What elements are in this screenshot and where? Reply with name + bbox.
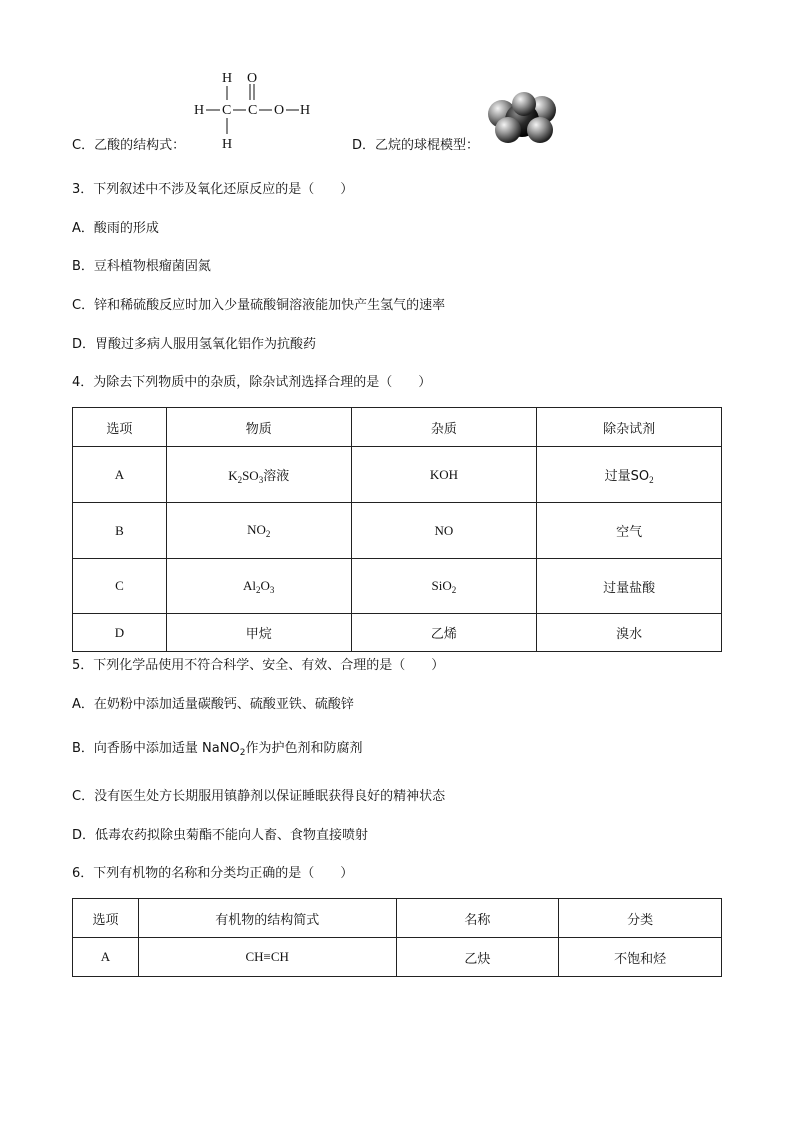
formula-h-top: H bbox=[222, 71, 233, 86]
table-row bbox=[73, 614, 722, 652]
q2-option-c-label: C．乙酸的结构式： bbox=[72, 138, 186, 153]
q4-row-d-impurity: 乙烯 bbox=[351, 614, 537, 652]
q4-table bbox=[72, 407, 722, 652]
q4-row-b-substance: $NO_2$ bbox=[166, 503, 351, 559]
q4-row-c-substance: $Al_2O_3$ bbox=[166, 559, 351, 614]
q4-row-a-reagent: 过量$SO_2$ bbox=[537, 447, 722, 503]
q4-row-a-substance: $K_2SO_3$溶液 bbox=[166, 447, 351, 503]
q6-header-option: 选项 bbox=[73, 899, 139, 938]
q6-row-a-formula: CH≡CH bbox=[138, 938, 396, 977]
q2-option-d-label: D．乙烷的球棍模型： bbox=[352, 138, 480, 153]
table-row bbox=[73, 447, 722, 503]
q3-stem: 3．下列叙述中不涉及氧化还原反应的是（ ） bbox=[72, 182, 354, 197]
q4-row-b-reagent: 空气 bbox=[537, 503, 722, 559]
q5-option-a: A．在奶粉中添加适量碳酸钙、硫酸亚铁、硫酸锌 bbox=[72, 697, 354, 712]
q6-table-header-row bbox=[73, 899, 722, 938]
q4-row-a-impurity: KOH bbox=[351, 447, 537, 503]
q4-row-c-option: C bbox=[73, 559, 167, 614]
formula-o-right: O bbox=[274, 103, 285, 118]
q3-option-b: B．豆科植物根瘤菌固氮 bbox=[72, 259, 211, 274]
q5-option-b: B．向香肠中添加适量 NaNO$_2$作为护色剂和防腐剂 bbox=[72, 741, 363, 758]
q4-header-impurity: 杂质 bbox=[351, 408, 537, 447]
q4-row-d-option: D bbox=[73, 614, 167, 652]
q4-header-option: 选项 bbox=[73, 408, 167, 447]
table-row bbox=[73, 559, 722, 614]
q4-row-a-option: A bbox=[73, 447, 167, 503]
ethane-ball-model-image bbox=[484, 90, 564, 146]
q6-row-a-class: 不饱和烃 bbox=[559, 938, 722, 977]
q5-stem: 5．下列化学品使用不符合科学、安全、有效、合理的是（ ） bbox=[72, 658, 445, 673]
q4-row-c-reagent: 过量盐酸 bbox=[537, 559, 722, 614]
table-row bbox=[73, 938, 722, 977]
q6-table bbox=[72, 898, 722, 977]
formula-h-left: H bbox=[194, 103, 205, 118]
q6-header-class: 分类 bbox=[559, 899, 722, 938]
q5-option-c: C．没有医生处方长期服用镇静剂以保证睡眠获得良好的精神状态 bbox=[72, 789, 446, 804]
table-row bbox=[73, 503, 722, 559]
q6-row-a-name: 乙炔 bbox=[396, 938, 559, 977]
q4-row-d-reagent: 溴水 bbox=[537, 614, 722, 652]
formula-h-bottom: H bbox=[222, 137, 233, 152]
q3-option-c: C．锌和稀硫酸反应时加入少量硫酸铜溶液能加快产生氢气的速率 bbox=[72, 298, 446, 313]
q3-option-a: A．酸雨的形成 bbox=[72, 221, 159, 236]
q4-row-b-option: B bbox=[73, 503, 167, 559]
q5-option-d: D．低毒农药拟除虫菊酯不能向人畜、食物直接喷射 bbox=[72, 828, 369, 843]
q4-row-c-impurity: SiO$_2$ bbox=[351, 559, 537, 614]
formula-h-right: H bbox=[300, 103, 311, 118]
q6-row-a-option: A bbox=[73, 938, 139, 977]
q4-row-d-substance: 甲烷 bbox=[166, 614, 351, 652]
formula-o-top: O bbox=[247, 71, 258, 86]
q6-header-structure: 有机物的结构简式 bbox=[138, 899, 396, 938]
q3-option-d: D．胃酸过多病人服用氢氧化铝作为抗酸药 bbox=[72, 337, 317, 352]
q4-stem: 4．为除去下列物质中的杂质，除杂试剂选择合理的是（ ） bbox=[72, 375, 432, 390]
q6-header-name: 名称 bbox=[396, 899, 559, 938]
q6-stem: 6．下列有机物的名称和分类均正确的是（ ） bbox=[72, 866, 354, 881]
q4-header-substance: 物质 bbox=[166, 408, 351, 447]
q4-table-header-row bbox=[73, 408, 722, 447]
acetic-acid-structural-formula bbox=[186, 60, 326, 155]
formula-c1: C bbox=[222, 103, 232, 118]
q4-row-b-impurity: NO bbox=[351, 503, 537, 559]
q4-header-reagent: 除杂试剂 bbox=[537, 408, 722, 447]
formula-c2: C bbox=[248, 103, 258, 118]
